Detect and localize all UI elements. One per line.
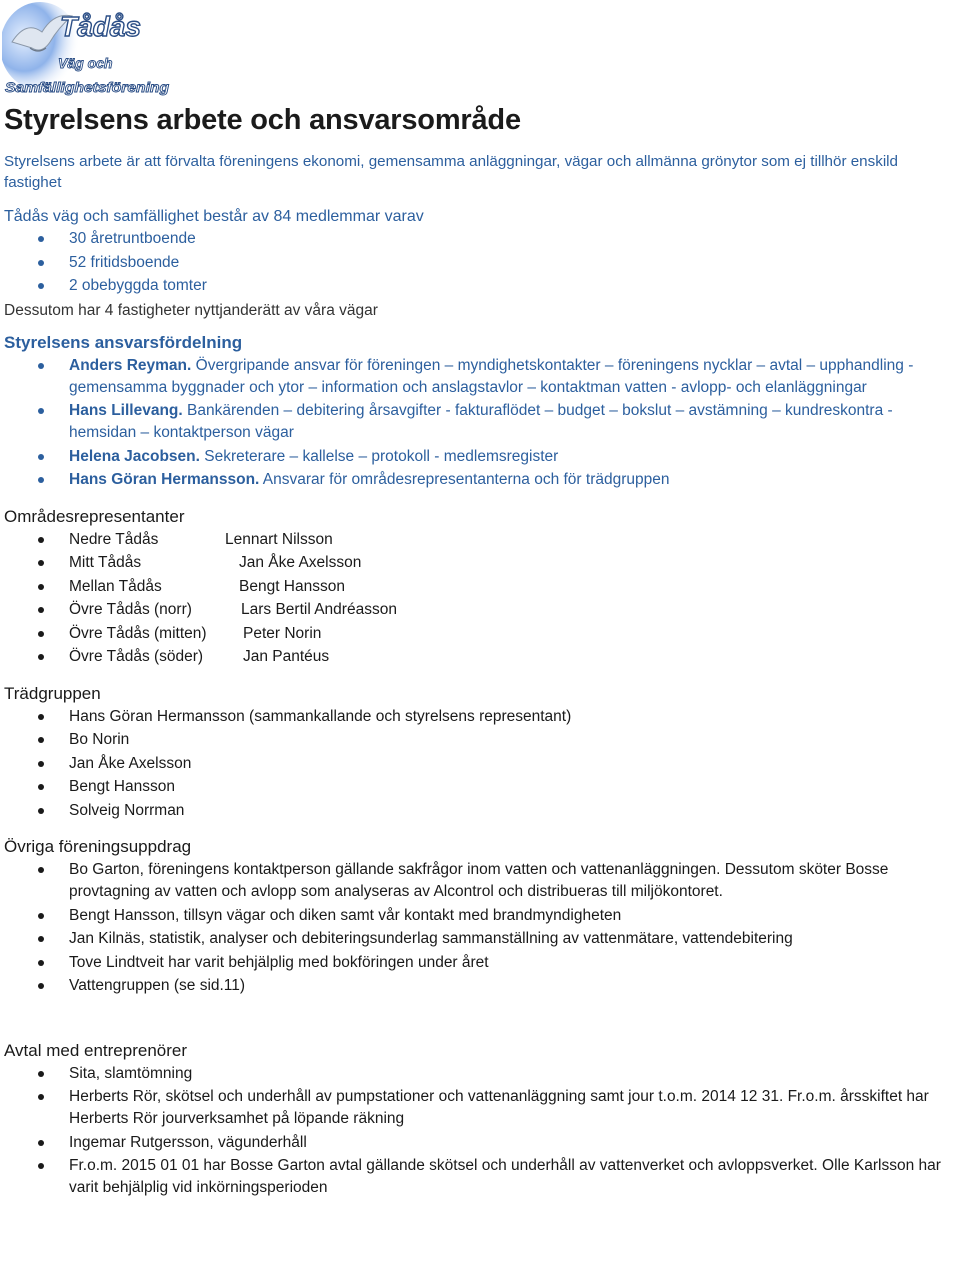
areas-list bbox=[4, 529, 956, 669]
list-item: Vattengruppen (se sid.11) bbox=[4, 975, 956, 997]
list-item: Hans Göran Hermansson (sammankallande och styrelsens representant) bbox=[4, 706, 956, 728]
other-heading: Övriga föreningsuppdrag bbox=[4, 837, 192, 856]
page-title: Styrelsens arbete och ansvarsområde bbox=[4, 104, 521, 136]
logo-line2: Väg och bbox=[58, 55, 113, 71]
trees-list bbox=[4, 706, 956, 822]
board-member-name: Hans Göran Hermansson. bbox=[69, 471, 260, 488]
document-page bbox=[4, 104, 956, 1201]
other-list bbox=[4, 859, 956, 997]
members-lead: Tådås väg och samfällighet består av 84 medlemmar varav bbox=[4, 208, 424, 225]
list-item: Herberts Rör, skötsel och underhåll av pumpstationer och vattenanläggning samt jour t.o.m. 2014 12 31. Fr.o.m. årsskiftet har Herberts Rör jourverksamhet på löpande räkning bbox=[4, 1086, 956, 1130]
area-representative: Jan Pantéus bbox=[243, 648, 330, 665]
board-member-duties: Sekreterare – kallelse – protokoll - medlemsregister bbox=[199, 447, 559, 465]
board-member-duties: Övergripande ansvar för föreningen – myndighetskontakter – föreningens nycklar – avtal – upphandling - gemensamma byggnader och ytor – information och anslagstavlor – kontaktman vatten - avlopp- och elanläggningar bbox=[69, 356, 914, 396]
logo-line3: Samfällighetsförening bbox=[5, 79, 170, 95]
areas-heading: Områdesrepresentanter bbox=[4, 506, 185, 526]
board-item bbox=[4, 400, 956, 444]
board-member-duties: Ansvarar för områdesrepresentanterna och för trädgruppen bbox=[259, 471, 670, 488]
board-heading: Styrelsens ansvarsfördelning bbox=[4, 332, 243, 352]
list-item: 2 obebyggda tomter bbox=[4, 275, 956, 297]
association-logo bbox=[2, 2, 172, 98]
list-item: Sita, slamtömning bbox=[4, 1063, 956, 1085]
members-list bbox=[4, 228, 956, 297]
area-name: Övre Tådås (norr) bbox=[69, 601, 192, 618]
list-item: Bo Garton, föreningens kontaktperson gällande sakfrågor inom vatten och vattenanläggningen. Dessutom sköter Bosse provtagning av vatten och avlopp som analyseras av Alcontrol och distribueras till miljökontoret. bbox=[4, 859, 956, 903]
contracts-heading: Avtal med entreprenörer bbox=[4, 1040, 188, 1060]
area-representative: Jan Åke Axelsson bbox=[239, 554, 362, 571]
board-item bbox=[4, 446, 956, 468]
board-item bbox=[4, 355, 956, 399]
area-representative: Lennart Nilsson bbox=[225, 530, 333, 548]
area-name: Övre Tådås (söder) bbox=[69, 648, 204, 665]
intro-paragraph: Styrelsens arbete är att förvalta föreningens ekonomi, gemensamma anläggningar, vägar och allmänna grönytor som ej tillhör enskild fastighet bbox=[4, 153, 899, 191]
area-row bbox=[4, 552, 956, 574]
list-item: Fr.o.m. 2015 01 01 har Bosse Garton avtal gällande skötsel och underhåll av vattenverket och avloppsverket. Olle Karlsson har varit behjälplig vid inkörningsperioden bbox=[4, 1155, 956, 1199]
list-item: Tove Lindtveit har varit behjälplig med bokföringen under året bbox=[4, 952, 956, 974]
list-item: Jan Åke Axelsson bbox=[4, 753, 956, 775]
board-member-name: Hans Lillevang. bbox=[69, 402, 183, 419]
area-representative: Bengt Hansson bbox=[239, 577, 345, 595]
area-representative: Lars Bertil Andréasson bbox=[241, 601, 397, 618]
area-name: Mellan Tådås bbox=[69, 577, 162, 595]
area-row bbox=[4, 599, 956, 621]
board-member-name: Anders Reyman. bbox=[69, 356, 192, 374]
area-row bbox=[4, 623, 956, 645]
list-item: Bengt Hansson, tillsyn vägar och diken samt vår kontakt med brandmyndigheten bbox=[4, 905, 956, 927]
board-member-duties: Bankärenden – debitering årsavgifter - fakturaflödet – budget – bokslut – avstämning – kundreskontra - hemsidan – kontaktperson vägar bbox=[69, 402, 893, 441]
list-item: Bengt Hansson bbox=[4, 776, 956, 798]
members-note: Dessutom har 4 fastigheter nyttjanderätt av våra vägar bbox=[4, 301, 378, 319]
board-member-name: Helena Jacobsen. bbox=[69, 447, 200, 465]
list-item: 52 fritidsboende bbox=[4, 252, 956, 274]
list-item: Bo Norin bbox=[4, 729, 956, 751]
list-item: Jan Kilnäs, statistik, analyser och debiteringsunderlag sammanställning av vattenmätare, vattendebitering bbox=[4, 928, 956, 950]
area-representative: Peter Norin bbox=[243, 624, 322, 642]
list-item: 30 åretruntboende bbox=[4, 228, 956, 250]
area-name: Mitt Tådås bbox=[69, 554, 142, 571]
logo-name: Tådås bbox=[60, 11, 141, 42]
board-list bbox=[4, 355, 956, 492]
area-name: Övre Tådås (mitten) bbox=[69, 624, 207, 642]
area-name: Nedre Tådås bbox=[69, 530, 159, 548]
list-item: Solveig Norrman bbox=[4, 800, 956, 822]
area-row bbox=[4, 529, 956, 551]
board-item bbox=[4, 469, 956, 491]
trees-heading: Trädgruppen bbox=[4, 683, 101, 703]
area-row bbox=[4, 576, 956, 598]
list-item: Ingemar Rutgersson, vägunderhåll bbox=[4, 1132, 956, 1154]
area-row bbox=[4, 646, 956, 668]
contracts-list bbox=[4, 1063, 956, 1200]
